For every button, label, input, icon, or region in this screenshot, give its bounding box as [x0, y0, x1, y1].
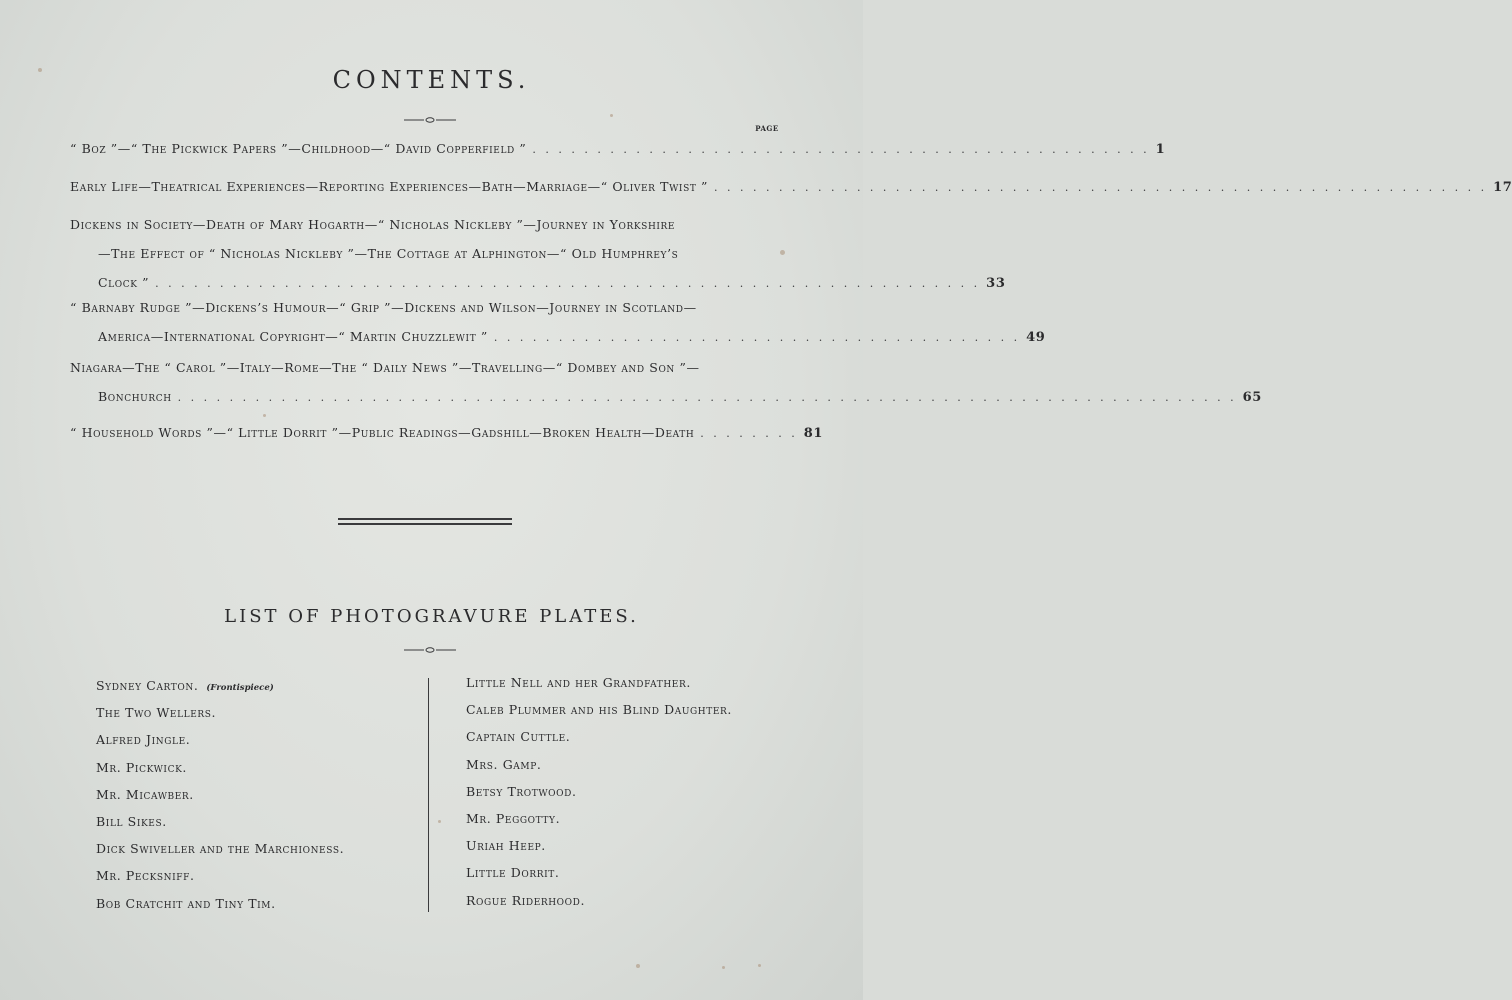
plate-item: Captain Cuttle.: [466, 729, 571, 745]
section-divider-rule: [338, 518, 512, 528]
entry-page-number: 33: [986, 276, 1006, 291]
entry-text: Niagara—The “ Carol ”—Italy—Rome—The “ Daily News ”—Travelling—“ Dombey and Son ”—: [70, 360, 700, 375]
entry-page-number: 81: [803, 426, 824, 441]
plate-item: Little Nell and her Grandfather.: [466, 675, 691, 690]
plate-item: Bob Cratchit and Tiny Tim.: [96, 895, 276, 911]
dot-leader: . . . . . . . .: [700, 427, 798, 440]
foxing-spot: [636, 964, 640, 968]
column-divider: [428, 678, 429, 912]
dot-leader: . . . . . . . . . . . . . . . . . . . . . . . . . . . . . . . . . . . . . . . . . . . . . . . .: [532, 143, 1150, 156]
contents-entry: [70, 353, 1262, 412]
entry-text: “ Barnaby Rudge ”—Dickens’s Humour—“ Grip ”—Dickens and Wilson—Journey in Scotland—: [70, 300, 697, 315]
plate-item: Dick Swiveller and the Marchioness.: [96, 841, 345, 857]
plate-item: Bill Sikes.: [96, 813, 167, 829]
plate-item: Betsy Trotwood.: [466, 783, 577, 799]
title-ornament: [404, 116, 456, 124]
plate-item: Mr. Peggotty.: [466, 810, 561, 826]
entry-text: —The Effect of “ Nicholas Nickleby ”—The Cottage at Alphington—“ Old Humphrey’s: [98, 246, 679, 261]
plates-list-left: [96, 672, 406, 917]
contents-entry: [70, 134, 1166, 164]
foxing-spot: [610, 114, 613, 117]
entry-text: “ Boz ”—“ The Pickwick Papers ”—Childhood—“ David Copperfield ”: [70, 141, 527, 156]
entry-text: America—International Copyright—“ Martin Chuzzlewit ”: [98, 329, 488, 344]
entry-page-number: 49: [1026, 330, 1046, 345]
entry-text: Bonchurch: [98, 389, 172, 404]
contents-entry: [70, 418, 824, 448]
entry-text: Early Life—Theatrical Experiences—Reporting Experiences—Bath—Marriage—“ Oliver Twist ”: [70, 179, 709, 194]
plate-item: Mrs. Gamp.: [466, 756, 542, 772]
foxing-spot: [758, 964, 761, 967]
plate-item: Alfred Jingle.: [96, 732, 191, 748]
entry-text: “ Household Words ”—“ Little Dorrit ”—Public Readings—Gadshill—Broken Health—Death: [70, 425, 695, 440]
plate-item: Little Dorrit.: [466, 865, 560, 881]
frontispiece-note: (Frontispiece): [206, 683, 274, 693]
contents-entry: [70, 293, 1046, 352]
foxing-spot: [780, 250, 785, 255]
page-column-label: PAGE: [755, 124, 779, 133]
entry-text: Dickens in Society—Death of Mary Hogarth—“ Nicholas Nickleby ”—Journey in Yorkshire: [70, 217, 676, 232]
entry-page-number: 1: [1155, 142, 1166, 157]
foxing-spot: [263, 414, 266, 417]
plate-item: Mr. Pecksniff.: [96, 868, 195, 884]
plates-title: LIST OF PHOTOGRAVURE PLATES.: [224, 606, 639, 627]
plate-item: Rogue Riderhood.: [466, 892, 586, 908]
plate-item: Caleb Plummer and his Blind Daughter.: [466, 702, 732, 718]
entry-page-number: 65: [1242, 390, 1262, 405]
plate-item: Uriah Heep.: [466, 838, 546, 854]
dot-leader: . . . . . . . . . . . . . . . . . . . . . . . . . . . . . . . . . . . . . . . . . . . . . . . . . . . . . . . . . . . . . . . .: [155, 277, 981, 290]
plate-item: The Two Wellers.: [96, 705, 217, 721]
plates-ornament: [404, 646, 456, 654]
plate-item: Mr. Pickwick.: [96, 759, 187, 775]
plate-title: Sydney Carton.: [96, 678, 199, 693]
dot-leader: . . . . . . . . . . . . . . . . . . . . . . . . . . . . . . . . . . . . . . . . .: [493, 331, 1021, 344]
contents-title: CONTENTS.: [332, 66, 531, 94]
plate-item: [96, 672, 406, 699]
entry-text: Clock ”: [98, 275, 150, 290]
dot-leader: . . . . . . . . . . . . . . . . . . . . . . . . . . . . . . . . . . . . . . . . . . . . . . . . . . . . . . . . . . . .: [714, 181, 1488, 194]
plate-item: Mr. Micawber.: [96, 786, 194, 802]
contents-entry: [70, 210, 1006, 298]
dot-leader: . . . . . . . . . . . . . . . . . . . . . . . . . . . . . . . . . . . . . . . . . . . . . . . . . . . . . . . . . . . . . . . . . . . . . . . . . . . . . . . . . .: [177, 391, 1237, 404]
foxing-spot: [722, 966, 725, 969]
entry-page-number: 17: [1493, 180, 1512, 195]
plates-list-right: [466, 669, 826, 914]
contents-entry: [70, 172, 1512, 202]
foxing-spot: [438, 820, 441, 823]
